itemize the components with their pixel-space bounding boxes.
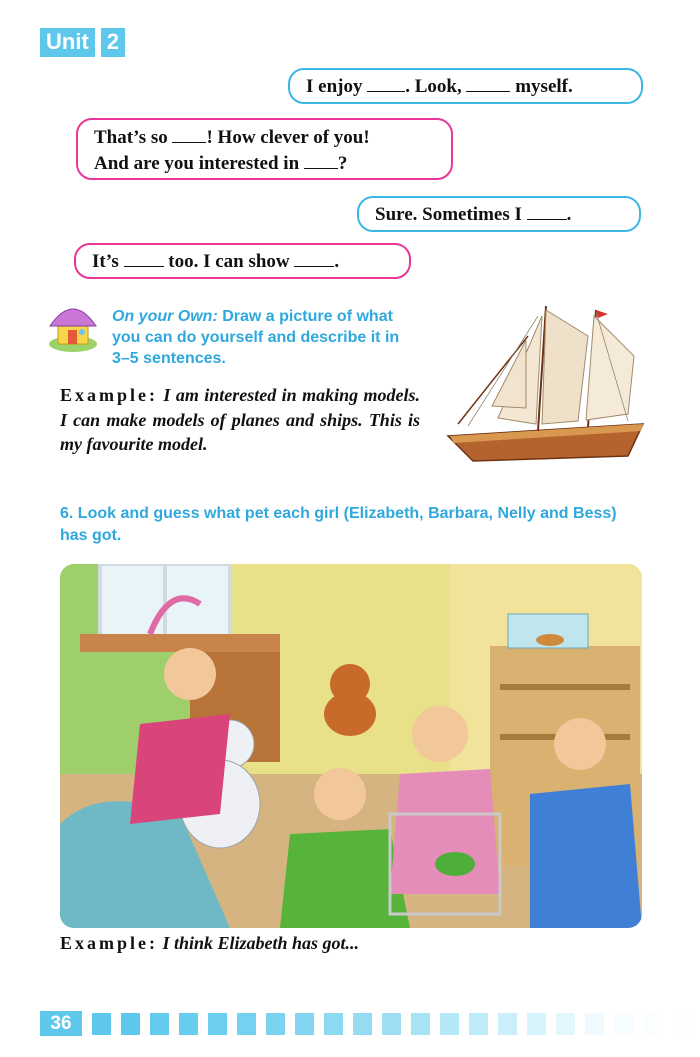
answer-blank xyxy=(527,202,567,220)
footer-square xyxy=(324,1013,343,1035)
speech-bubble-4 xyxy=(74,243,411,279)
page-footer xyxy=(40,1011,691,1036)
unit-label: Unit xyxy=(40,28,95,57)
answer-blank xyxy=(367,74,405,92)
bubble-text: too. I can show xyxy=(163,251,295,272)
task-6 xyxy=(60,503,645,547)
answer-blank xyxy=(124,249,164,267)
house-icon xyxy=(44,298,102,354)
on-your-own-text: Draw a picture of what you can do yourself and describe it in 3–5 sentences. xyxy=(112,308,400,367)
bubble-text: And are you interested in xyxy=(94,153,304,174)
bubble-text: That’s so xyxy=(94,127,173,148)
footer-square xyxy=(295,1013,314,1035)
footer-square xyxy=(527,1013,546,1035)
ship-picture xyxy=(428,296,668,468)
bubble-text: It’s xyxy=(92,251,124,272)
speech-bubble-2 xyxy=(76,118,453,180)
answer-blank xyxy=(466,74,510,92)
footer-square xyxy=(92,1013,111,1035)
footer-square xyxy=(237,1013,256,1035)
page-number: 36 xyxy=(40,1011,82,1036)
bubble-text: Sure. Sometimes I xyxy=(375,204,527,225)
footer-square xyxy=(266,1013,285,1035)
footer-square xyxy=(643,1013,662,1035)
bubble-text: ! How clever of you! xyxy=(206,127,370,148)
speech-bubble-1 xyxy=(288,68,643,104)
unit-number: 2 xyxy=(101,28,125,57)
footer-square xyxy=(556,1013,575,1035)
example-text: I think Elizabeth has got... xyxy=(162,933,360,953)
footer-square xyxy=(498,1013,517,1035)
example-text: I am interested in making models. I can make models of planes and ships. This is my favourite model. xyxy=(60,385,420,454)
footer-square xyxy=(179,1013,198,1035)
bubble-text: ? xyxy=(337,153,348,174)
footer-square xyxy=(150,1013,169,1035)
on-your-own-label: On your Own: xyxy=(112,308,218,325)
example-label: Example: xyxy=(60,385,158,405)
unit-header xyxy=(40,28,125,57)
example-label: Example: xyxy=(60,933,158,953)
bubble-text: myself. xyxy=(510,76,573,97)
speech-bubble-3 xyxy=(357,196,641,232)
footer-square xyxy=(585,1013,604,1035)
footer-square xyxy=(469,1013,488,1035)
bubble-text: . Look, xyxy=(405,76,467,97)
bubble-text: I enjoy xyxy=(306,76,368,97)
footer-square xyxy=(614,1013,633,1035)
footer-square xyxy=(121,1013,140,1035)
bubble-text: . xyxy=(566,204,572,225)
on-your-own-task xyxy=(112,306,417,369)
task-text: Look and guess what pet each girl (Elizabeth, Barbara, Nelly and Bess) has got. xyxy=(60,505,617,544)
footer-square xyxy=(672,1013,691,1035)
footer-square xyxy=(208,1013,227,1035)
footer-square xyxy=(353,1013,372,1035)
room-illustration xyxy=(60,564,642,928)
task-number: 6. xyxy=(60,505,74,522)
answer-blank xyxy=(304,151,338,169)
footer-square xyxy=(440,1013,459,1035)
footer-square xyxy=(382,1013,401,1035)
footer-square xyxy=(411,1013,430,1035)
example-line xyxy=(60,931,359,955)
example-paragraph xyxy=(60,383,420,457)
answer-blank xyxy=(294,249,334,267)
bubble-text: . xyxy=(334,251,340,272)
answer-blank xyxy=(172,125,206,143)
